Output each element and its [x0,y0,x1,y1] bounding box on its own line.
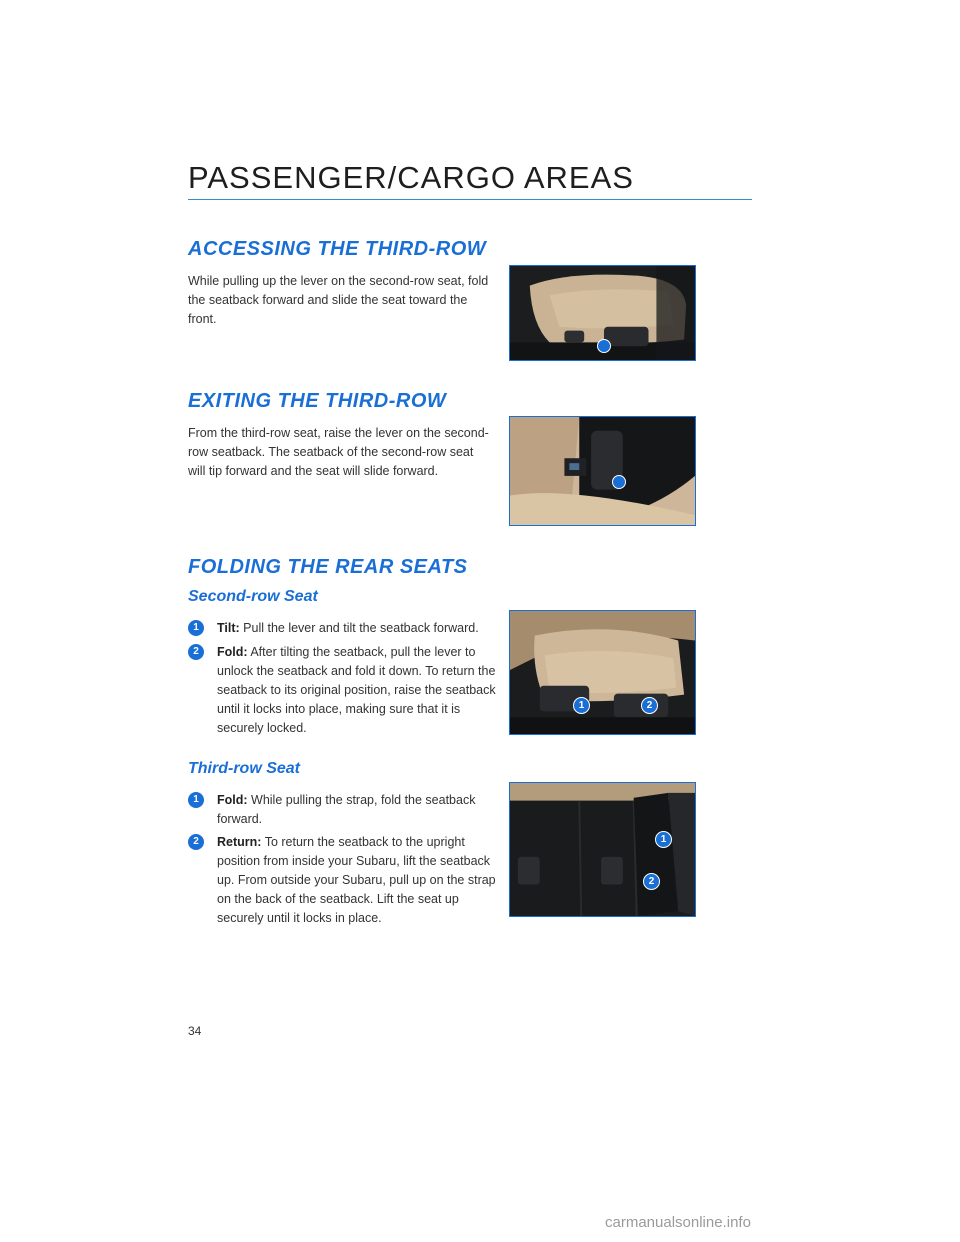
exiting-body-text: From the third-row seat, raise the lever on the second-row seatback. The seatback of the second-row seat will tip forward and the seat will slide forward. [188,426,489,478]
step-text: After tilting the seatback, pull the lever to unlock the seatback and fold it down. To return the seatback to its original position, raise the seatback until it locks into place, making sure that it is securely locked. [217,645,496,735]
heading-accessing-third-row: ACCESSING THE THIRD-ROW [188,238,487,260]
heading-exiting-third-row: EXITING THE THIRD-ROW [188,390,447,412]
step-text: To return the seatback to the upright position from inside your Subaru, lift the seatback up. From outside your Subaru, pull up on the strap on the back of the seatback. Lift the seat up securely until it locks in place. [217,835,496,925]
step-number-badge: 2 [188,834,204,850]
callout-second-row-2: 2 [641,697,658,714]
photo-second-row-seatback-lever-image [510,417,695,525]
step-label: Tilt: [217,621,240,635]
step-text: Pull the lever and tilt the seatback forward. [239,621,479,635]
page-header-title: PASSENGER/CARGO AREAS [188,160,634,195]
step-number-badge: 1 [188,620,204,636]
callout-seatback-lever-marker [612,475,626,489]
page-number: 34 [188,1024,202,1038]
photo-third-row-seatbacks-image [510,783,695,916]
step-number-badge: 1 [188,792,204,808]
callout-second-row-1: 1 [573,697,590,714]
watermark-text: carmanualsonline.info [605,1214,751,1231]
third-row-step-2 [188,833,498,928]
photo-second-row-seat-levers [509,610,696,735]
subheading-third-row-seat: Third-row Seat [188,760,301,777]
accessing-body-text: While pulling up the lever on the second-row seat, fold the seatback forward and slide the seat toward the front. [188,274,489,326]
photo-second-row-seatback-lever [509,416,696,526]
subheading-second-row-seat: Second-row Seat [188,588,318,605]
third-row-step-1 [188,791,498,829]
step-text: While pulling the strap, fold the seatback forward. [217,793,476,826]
header-divider [188,199,752,200]
callout-third-row-2: 2 [643,873,660,890]
step-label: Fold: [217,645,248,659]
callout-third-row-1: 1 [655,831,672,848]
second-row-step-1 [188,619,498,638]
heading-folding-rear-seats: FOLDING THE REAR SEATS [188,556,468,578]
step-label: Return: [217,835,262,849]
photo-second-row-seat-levers-image [510,611,695,734]
callout-lever-marker [597,339,611,353]
second-row-step-2 [188,643,498,738]
step-label: Fold: [217,793,248,807]
photo-third-row-seatbacks [509,782,696,917]
step-number-badge: 2 [188,644,204,660]
